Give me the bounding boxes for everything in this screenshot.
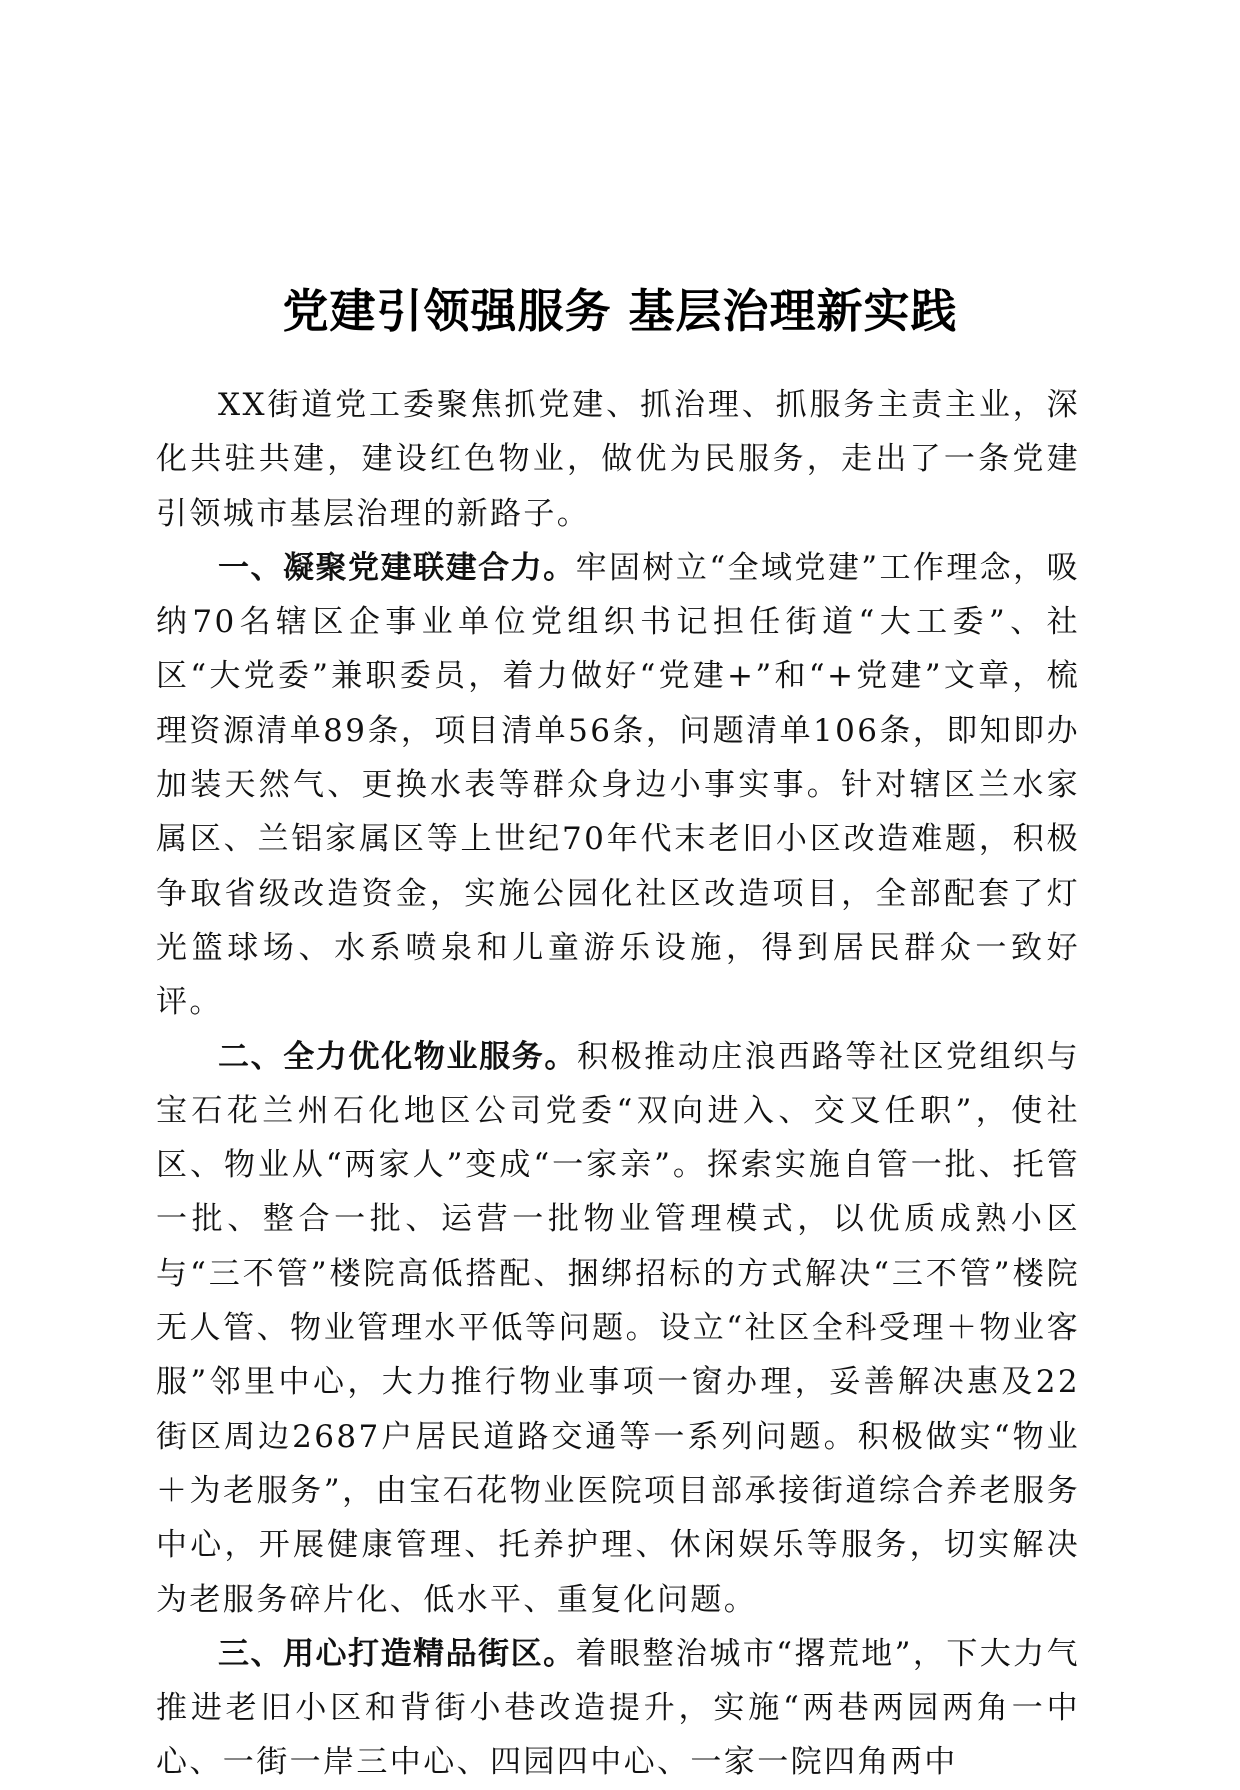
section-paragraph-3 <box>156 1627 1080 1790</box>
page-title: 党建引领强服务 基层治理新实践 <box>282 283 958 338</box>
section-heading-1: 一、凝聚党建联建合力。 <box>218 549 576 586</box>
section-body-2: 积极推动庄浪西路等社区党组织与宝石花兰州石化地区公司党委“双向进入、交叉任职”，使社区、物业从“两家人”变成“一家亲”。探索实施自管一批、托管一批、整合一批、运营一批物业管理模式，以优质成熟小区与“三不管”楼院高低搭配、捆绑招标的方式解决“三不管”楼院无人管、物业管理水平低等问题。设立“社区全科受理＋物业客服”邻里中心，大力推行物业事项一窗办理，妥善解决惠及22街区周边2687户居民道路交通等一系列问题。积极做实“物业＋为老服务”，由宝石花物业医院项目部承接街道综合养老服务中心，开展健康管理、托养护理、休闲娱乐等服务，切实解决为老服务碎片化、低水平、重复化问题。 <box>156 1038 1081 1618</box>
section-heading-3: 三、用心打造精品街区。 <box>218 1635 576 1672</box>
intro-paragraph: XX街道党工委聚焦抓党建、抓治理、抓服务主责主业，深化共驻共建，建设红色物业，做优为民服务，走出了一条党建引领城市基层治理的新路子。 <box>156 387 1080 532</box>
section-body-3: 着眼整治城市“撂荒地”，下大力气推进老旧小区和背街小巷改造提升，实施“两巷两园两角一中心、一街一岸三中心、四园四中心、一家一院四角两中 <box>156 1635 1080 1781</box>
section-paragraph-2 <box>156 1030 1080 1627</box>
section-heading-2: 二、全力优化物业服务。 <box>218 1038 578 1075</box>
section-paragraph-1 <box>156 541 1080 1030</box>
document-body <box>156 378 1080 1790</box>
section-body-1: 牢固树立“全域党建”工作理念，吸纳70名辖区企事业单位党组织书记担任街道“大工委”、社区“大党委”兼职委员，着力做好“党建+”和“+党建”文章，梳理资源清单89条，项目清单56条，问题清单106条，即知即办加装天然气、更换水表等群众身边小事实事。针对辖区兰水家属区、兰铝家属区等上世纪70年代末老旧小区改造难题，积极争取省级改造资金，实施公园化社区改造项目，全部配套了灯光篮球场、水系喷泉和儿童游乐设施，得到居民群众一致好评。 <box>156 549 1080 1021</box>
